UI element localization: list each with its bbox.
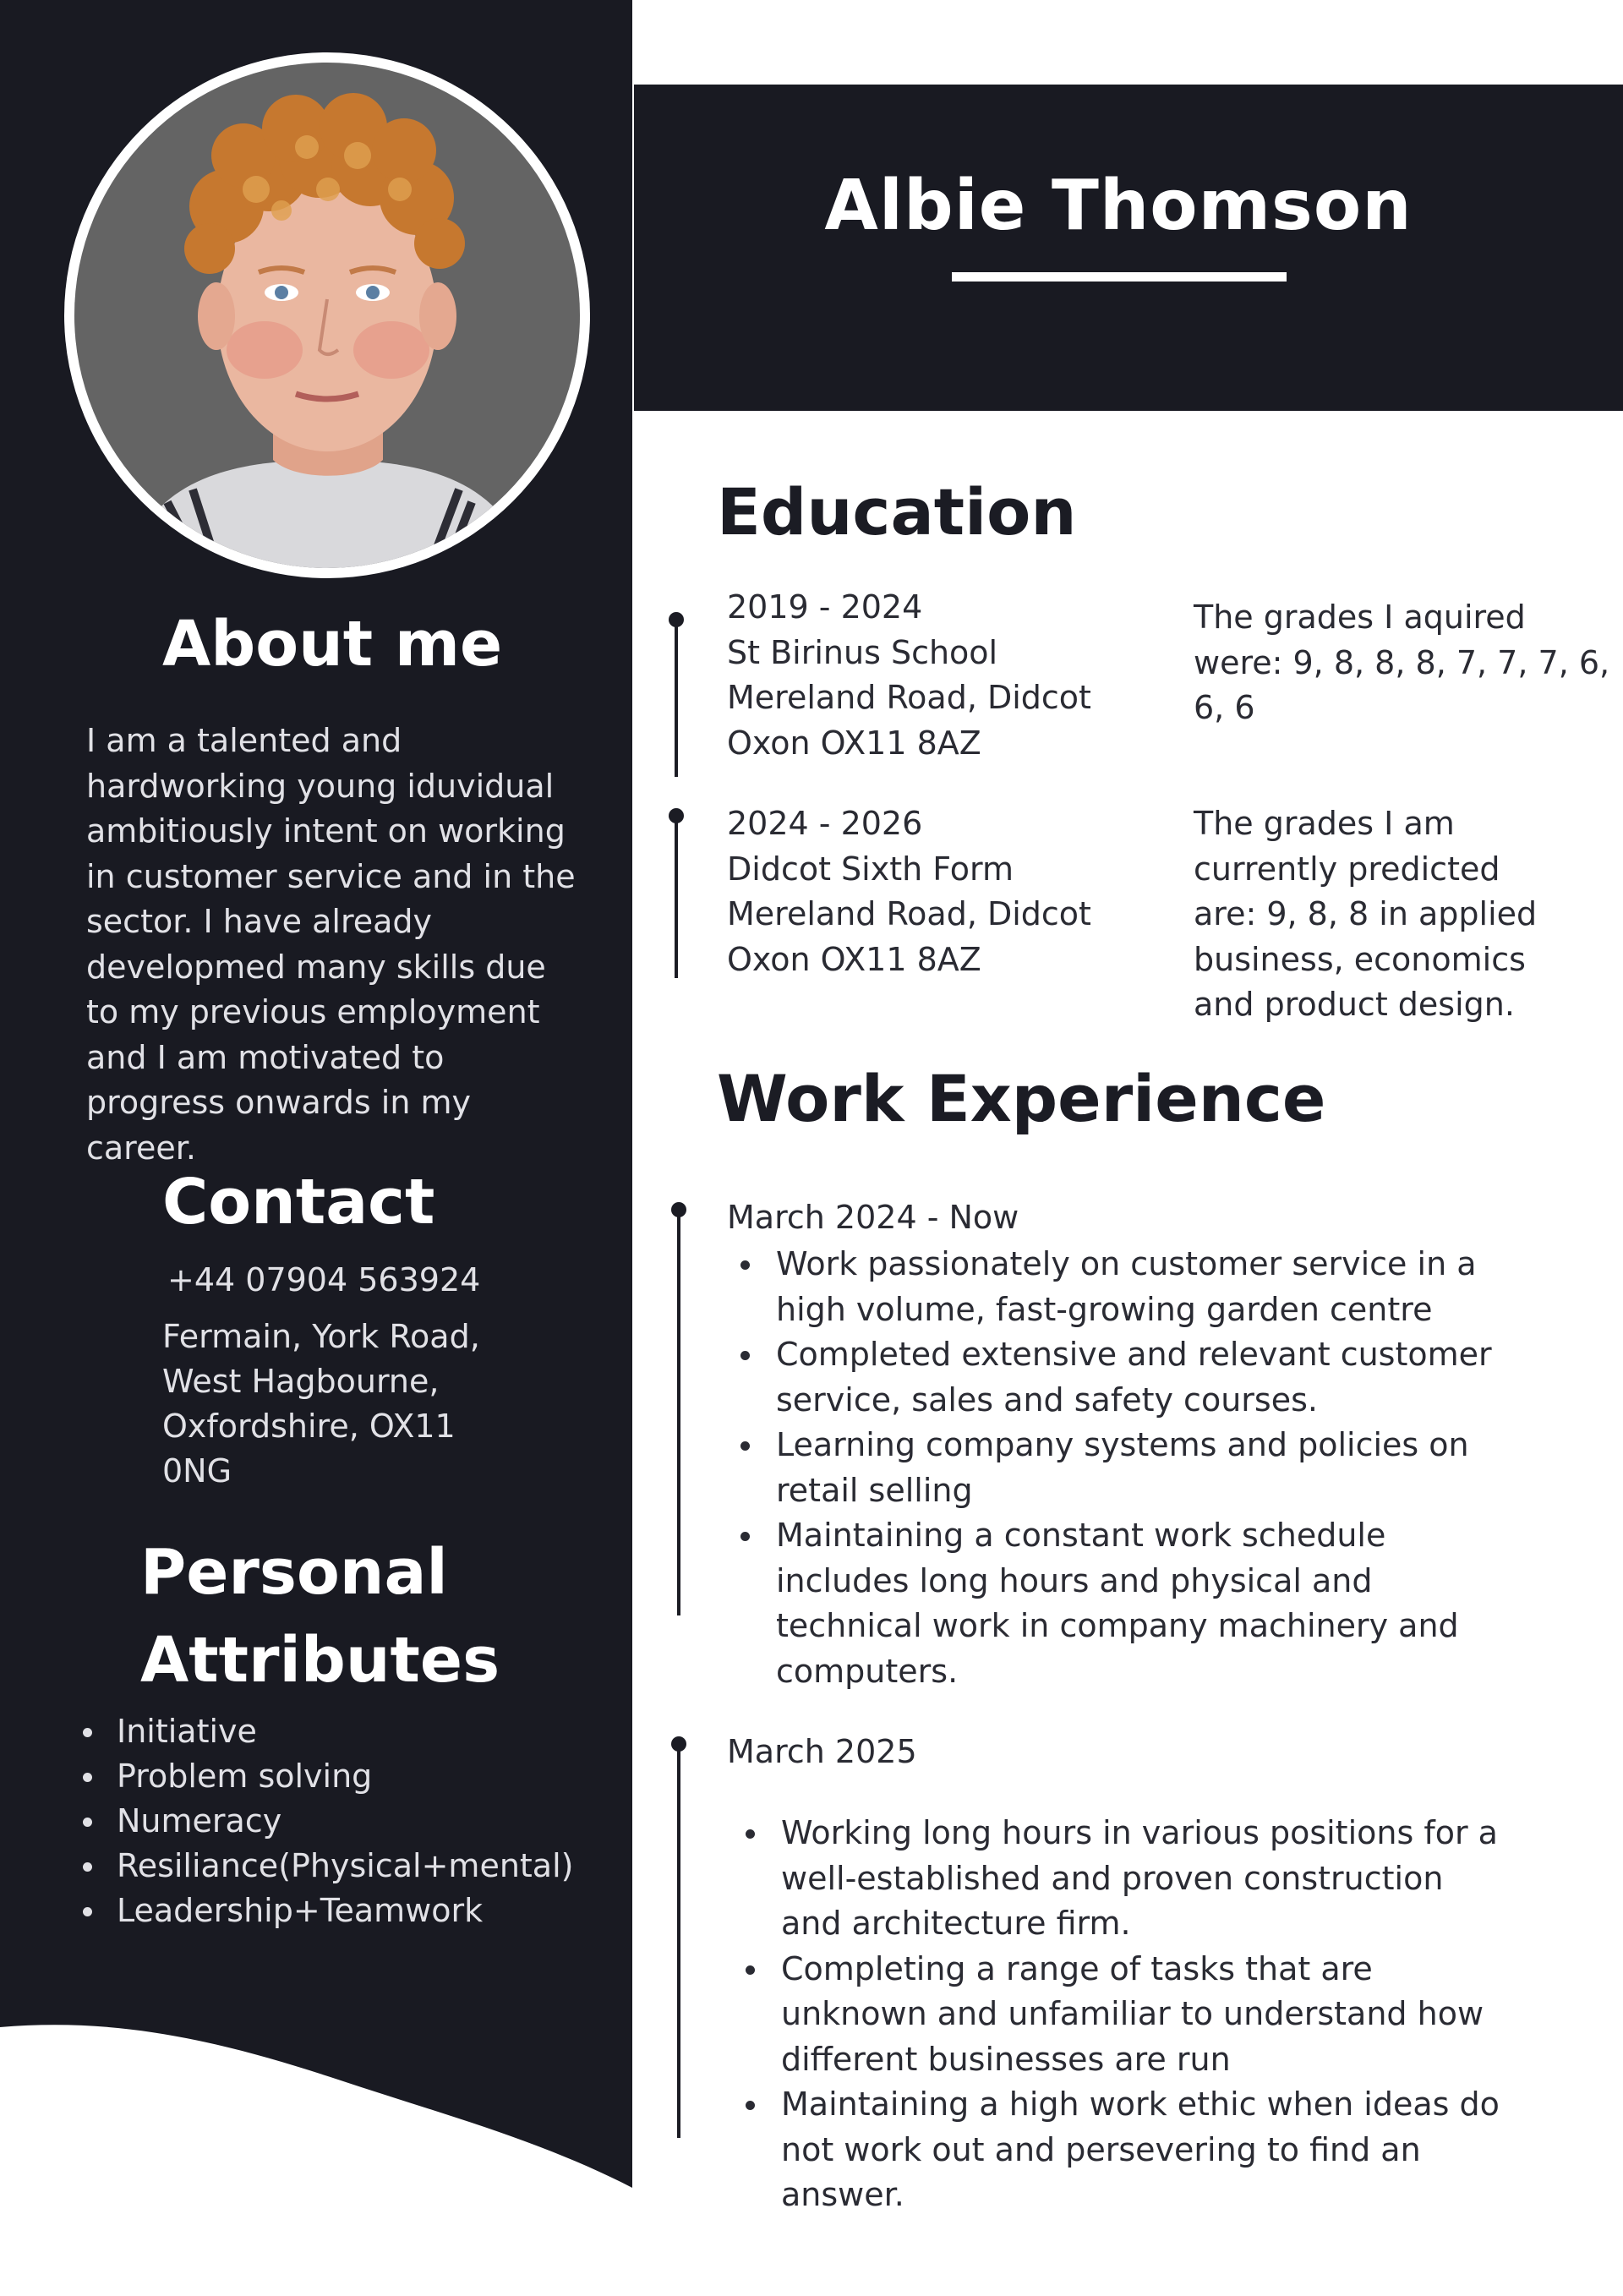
bullet-line: computers. (776, 1652, 959, 1690)
bullet-line: high volume, fast-growing garden centre (776, 1290, 1433, 1328)
education-dates: 2019 - 2024 (727, 588, 923, 626)
education-grades (1194, 801, 1537, 1028)
education-entry (727, 801, 1091, 982)
grades-line: currently predicted (1194, 850, 1500, 888)
grades-line: 6, 6 (1194, 689, 1255, 726)
bullet-line: well-established and proven construction (781, 1859, 1444, 1897)
job-bullet (732, 1947, 1500, 2083)
attributes-heading (140, 1528, 500, 1704)
bullet-line: and architecture firm. (781, 1905, 1131, 1942)
address-line: West Hagbourne, (162, 1363, 440, 1400)
about-line: sector. I have already (86, 903, 433, 940)
education-address: Oxon OX11 8AZ (727, 724, 981, 762)
bullet-line: Work passionately on customer service in a (776, 1245, 1477, 1282)
timeline-line (675, 816, 678, 978)
grades-line: The grades I am (1194, 805, 1455, 842)
profile-photo (74, 63, 580, 568)
grades-line: The grades I aquired (1194, 599, 1526, 636)
address-line: Oxfordshire, OX11 (162, 1408, 456, 1445)
education-entry (727, 585, 1091, 766)
education-grades (1194, 595, 1609, 731)
bullet-line: Working long hours in various positions for a (781, 1814, 1498, 1851)
work-heading: Work Experience (717, 1061, 1326, 1136)
header-band (634, 85, 1623, 411)
contact-heading: Contact (162, 1166, 435, 1238)
about-line: ambitiously intent on working (86, 812, 566, 850)
about-line: in customer service and in the (86, 857, 576, 895)
bullet-line: unknown and unfamiliar to understand how (781, 1995, 1484, 2032)
attributes-heading-line: Attributes (140, 1624, 500, 1697)
about-line: hardworking young iduvidual (86, 767, 555, 805)
contact-phone: +44 07904 563924 (167, 1261, 481, 1298)
attributes-heading-line: Personal (140, 1536, 448, 1609)
education-school: Didcot Sixth Form (727, 850, 1014, 888)
education-address: Oxon OX11 8AZ (727, 940, 981, 978)
profile-photo-illustration (74, 63, 580, 568)
bullet-line: Maintaining a constant work schedule (776, 1517, 1386, 1554)
bullet-line: retail selling (776, 1471, 973, 1509)
education-dates: 2024 - 2026 (727, 805, 923, 842)
job-bullets (732, 1811, 1500, 2218)
timeline-line (677, 1744, 680, 2138)
job-period: March 2024 - Now (727, 1199, 1019, 1236)
attribute-item: Initiative (81, 1709, 573, 1754)
about-line: I am a talented and (86, 722, 402, 759)
bullet-line: answer. (781, 2176, 904, 2213)
bullet-line: different businesses are run (781, 2040, 1231, 2078)
bullet-line: Completed extensive and relevant customer (776, 1336, 1492, 1373)
education-address: Mereland Road, Didcot (727, 679, 1091, 716)
attribute-item: Numeracy (81, 1799, 573, 1844)
address-line: Fermain, York Road, (162, 1318, 480, 1355)
bullet-line: technical work in company machinery and (776, 1607, 1459, 1644)
about-line: progress onwards in my (86, 1084, 471, 1121)
about-line: career. (86, 1129, 196, 1167)
bullet-line: not work out and persevering to find an (781, 2130, 1421, 2168)
job-bullet (727, 1513, 1492, 1694)
about-heading: About me (162, 608, 503, 681)
job-period: March 2025 (727, 1733, 917, 1770)
education-school: St Birinus School (727, 633, 998, 671)
job-bullet (727, 1242, 1492, 1332)
about-line: and I am motivated to (86, 1038, 445, 1076)
bullet-line: Learning company systems and policies on (776, 1426, 1469, 1463)
about-line: to my previous employment (86, 993, 540, 1030)
job-bullet (732, 2082, 1500, 2218)
attribute-item: Leadership+Teamwork (81, 1889, 573, 1933)
address-line: 0NG (162, 1452, 232, 1490)
job-bullet (727, 1332, 1492, 1423)
attribute-item: Problem solving (81, 1754, 573, 1799)
grades-line: are: 9, 8, 8 in applied (1194, 895, 1538, 932)
education-address: Mereland Road, Didcot (727, 895, 1091, 932)
about-line: developmed many skills due (86, 948, 546, 986)
candidate-name: Albie Thomson (824, 166, 1413, 246)
grades-line: and product design. (1194, 986, 1515, 1023)
bullet-line: service, sales and safety courses. (776, 1380, 1318, 1419)
bullet-line: Maintaining a high work ethic when ideas do (781, 2086, 1500, 2123)
grades-line: business, economics (1194, 940, 1526, 978)
job-bullets (727, 1242, 1492, 1694)
attribute-item: Resiliance(Physical+mental) (81, 1844, 573, 1889)
timeline-line (677, 1210, 680, 1615)
name-underline (952, 272, 1287, 282)
job-bullet (732, 1811, 1500, 1947)
contact-address (162, 1315, 480, 1494)
grades-line: were: 9, 8, 8, 8, 7, 7, 7, 6, (1194, 643, 1610, 681)
bullet-line: Completing a range of tasks that are (781, 1949, 1373, 1987)
education-heading: Education (717, 474, 1077, 549)
job-bullet (727, 1423, 1492, 1513)
timeline-line (675, 620, 678, 777)
about-text (86, 719, 585, 1171)
bullet-line: includes long hours and physical and (776, 1561, 1373, 1599)
attributes-list (81, 1709, 573, 1933)
